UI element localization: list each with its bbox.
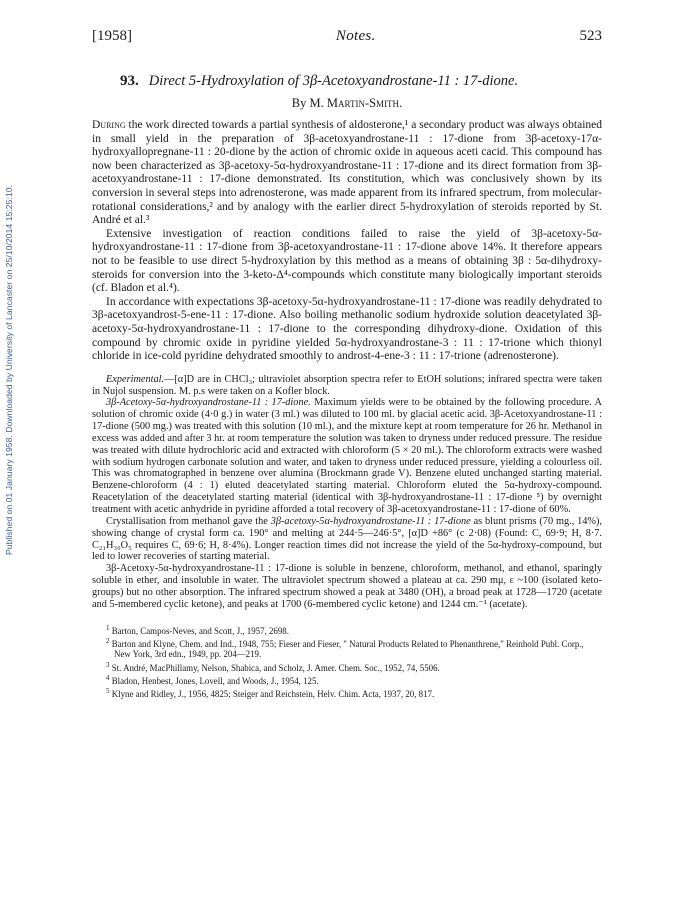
footnote-text: Bladon, Henbest, Jones, Lovell, and Woods, J., 1954, 125.	[111, 676, 319, 687]
article-body	[92, 119, 602, 364]
article-title: Direct 5-Hydroxylation of 3β-Acetoxyandrostane-11 : 17-dione.	[148, 73, 519, 89]
provenance-text: Published on 01 January 1958. Downloaded by University of Lancaster on 25/10/2014 15:25:10.	[4, 184, 14, 556]
author-line	[92, 95, 602, 111]
article-number: 93.	[120, 73, 139, 89]
footnote-text: St. André, MacPhillamy, Nelson, Shabica, and Scholz, J. Amer. Chem. Soc., 1952, 74, 5506.	[111, 662, 440, 673]
footnote-number: 1	[106, 623, 110, 632]
body-paragraph-1-text: the work directed towards a partial synthesis of aldosterone,¹ a secondary product was always obtained in small yield in the preparation of 3β-acetoxyandrostane-11 : 17-dione from 3β-acetoxy-17α-hydroxyallopregnane-11 : 20-dione by the action of chromic oxide in aqueous aceti cacid. This compound has now been characterized as 3β-acetoxy-5α-hydroxyandrostane-11 : 17-dione and its direct formation from 3β-acetoxyandrostane-11 : 17-dione demonstrated. Its constitution, which was conclusively shown by its conversion in several steps into adrenosterone, was made apparent from its infrared spectrum, from molecular-rotational considerations,² and by analogy with the earlier direct 5-hydroxylation of steroids reported by St. André et al.³	[92, 119, 602, 227]
author-prefix: By M.	[291, 96, 327, 110]
experimental-paragraph-3-a: Crystallisation from methanol gave the	[106, 515, 271, 527]
experimental-paragraph-4: 3β-Acetoxy-5α-hydroxyandrostane-11 : 17-dione is soluble in benzene, chloroform, methanol, and ethanol, sparingly soluble in ether, and insoluble in water. The ultraviolet spectrum showed a plateau at ca. 290 mμ, ε ~100 (isolated keto-groups) but no other absorption. The infrared spectrum showed a peak at 3480 (OH), a broad peak at 1728—1720 (acetate and 5-membered cyclic ketone), and peaks at 1700 (6-membered cyclic ketone) and 1244 cm.⁻¹ (acetate).	[92, 563, 602, 610]
footnotes	[92, 623, 602, 700]
experimental-paragraph-1-text: —[α]D are in CHCl₃; ultraviolet absorption spectra refer to EtOH solutions; infrared spectra were taken in Nujol suspension. M. p.s were taken on a Kofler block.	[92, 373, 602, 397]
body-lead-word: During	[92, 119, 126, 131]
body-paragraph-1	[92, 119, 602, 228]
footnote-number: 3	[106, 660, 110, 669]
header-section: Notes.	[335, 28, 376, 44]
body-paragraph-3: In accordance with expectations 3β-acetoxy-5α-hydroxyandrostane-11 : 17-dione was readily dehydrated to 3β-acetoxyandrost-5-ene-11 : 17-dione. Also boiling methanolic sodium hydroxide solution deacetylated 3β-acetoxy-5α-hydroxyandrostane-11 : 17-dione to the corresponding dihydroxy-dione. Oxidation of this compound by chromic oxide in pyridine yielded 5α-hydroxyandrostane-3 : 11 : 17-trione which thionyl chloride in ice-cold pyridine dehydrated smoothly to androst-4-ene-3 : 11 : 17-trione (adrenosterone).	[92, 295, 602, 363]
experimental-heading: Experimental.	[106, 373, 165, 385]
experimental-paragraph-3-compound: 3β-acetoxy-5α-hydroxyandrostane-11 : 17-dione	[270, 515, 471, 527]
footnote-text: Barton and Klyne, Chem. and Ind., 1948, 755; Fieser and Fieser, " Natural Products Related to Phenanthrene," Reinhold Publ. Corp., New York, 3rd edn., 1949, pp. 204—219.	[111, 638, 584, 660]
author-name: Martin-Smith.	[326, 96, 403, 110]
experimental-paragraph-1	[92, 374, 602, 398]
footnote-text: Barton, Campos-Neves, and Scott, J., 1957, 2698.	[111, 625, 289, 636]
header-year: [1958]	[92, 28, 132, 44]
footnote-number: 4	[106, 674, 110, 683]
footnote	[92, 636, 602, 660]
footnote	[92, 660, 602, 673]
footnote	[92, 623, 602, 636]
compound-heading: 3β-Acetoxy-5α-hydroxyandrostane-11 : 17-dione.	[106, 397, 311, 409]
experimental-section	[92, 374, 602, 611]
experimental-paragraph-2-text: Maximum yields were to be obtained by the following procedure. A solution of chromic oxide (4·0 g.) in water (3 ml.) was diluted to 100 ml. by glacial acetic acid. 3β-Acetoxyandrostane-11 : 17-dione (500 mg.) was treated with this solution (10 ml.), and the mixture kept at room temperature for 26 hr. Methanol in excess was added and after 3 hr. at room temperature the solution was taken to dryness under reduced pressure. The residue was treated with dilute hydrochloric acid and extracted with chloroform (5 × 20 ml.). The chloroform extracts were washed with sodium hydrogen carbonate solution and water, and taken to dryness under reduced pressure, yielding a colourless oil. This was chromatographed in benzene over alumina (Brockmann grade V). Benzene eluted unchanged starting material. Benzene-chloroform (4 : 1) eluted deacetylated starting material. Chloroform eluted the 5α-hydroxy-compound. Reacetylation of the deacetylated starting material (identical with 3β-hydroxyandrostane-11 : 17-dione ⁵) by overnight treatment with acetic anhydride in pyridine afforded a total recovery of 3β-acetoxyandrostane-11 : 17-dione of 60%.	[92, 397, 602, 515]
provenance-sidebar	[2, 120, 16, 620]
footnote-text: Klyne and Ridley, J., 1956, 4825; Steiger and Reichstein, Helv. Chim. Acta, 1937, 20, 817.	[111, 689, 435, 700]
footnote	[92, 686, 602, 699]
footnote	[92, 673, 602, 686]
experimental-paragraph-3-b: as blunt prisms (70 mg., 14%), showing change of crystal form ca. 190° and melting at 244·5—246·5°, [α]D +86° (c 2·08) (Found: C, 69·9; H, 8·7. C₂₁H₃₀O₅ requires C, 69·6; H, 8·4%). Longer reaction times did not increase the yield of the 5α-hydroxy-compound, but led to lower recoveries of starting material.	[92, 515, 603, 563]
journal-page	[92, 28, 602, 700]
experimental-paragraph-3	[92, 516, 602, 563]
footnote-number: 5	[106, 687, 110, 696]
body-paragraph-2: Extensive investigation of reaction conditions failed to raise the yield of 3β-acetoxy-5α-hydroxyandrostane-11 : 17-dione from 3β-acetoxyandrostane-11 : 17-dione above 14%. It therefore appears not to be feasible to use direct 5-hydroxylation by this method as a means of obtaining 3β : 5α-dihydroxy-steroids for conversion into the 3-keto-Δ⁴-compounds which constitute many biologically important steroids (cf. Bladon et al.⁴).	[92, 227, 602, 295]
experimental-paragraph-2	[92, 397, 602, 515]
header-page-number: 523	[579, 28, 602, 44]
running-header	[92, 28, 602, 50]
footnote-number: 2	[106, 636, 110, 645]
article-title-block	[92, 72, 602, 90]
